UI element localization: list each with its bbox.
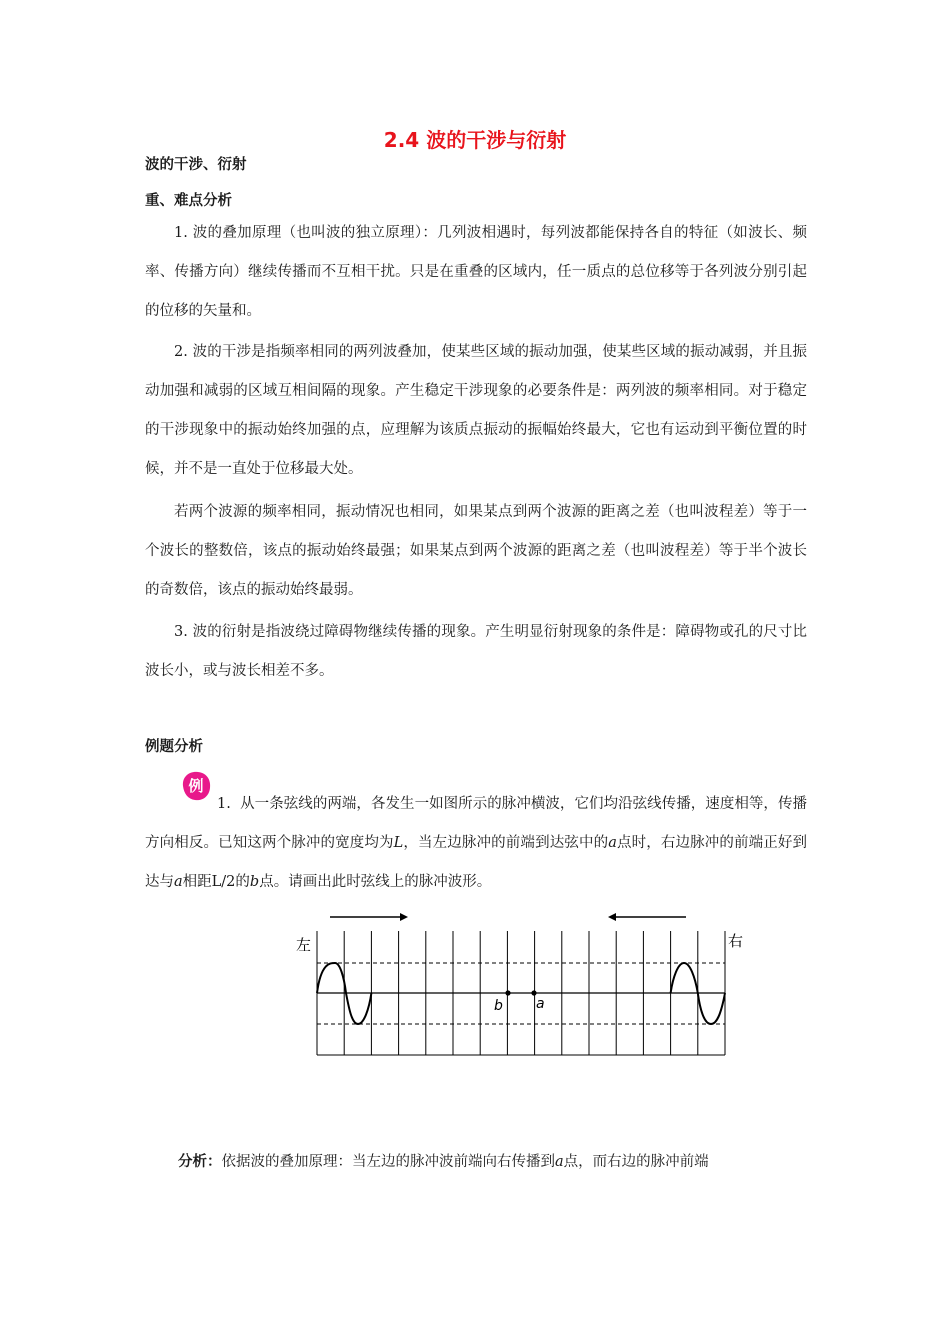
point-3: 3. 波的衍射是指波绕过障碍物继续传播的现象。产生明显衍射现象的条件是：障碍物或孔的尺寸比波长小，或与波长相差不多。	[145, 624, 807, 679]
point-1: 1. 波的叠加原理（也叫波的独立原理）：几列波相遇时，每列波都能保持各自的特征（如波长、频率、传播方向）继续传播而不互相干扰。只是在重叠的区域内，任一质点的总位移等于各列波分别引起的位移的矢量和。	[145, 225, 807, 319]
analysis-text: 分析：依据波的叠加原理：当左边的脉冲波前端向右传播到a点，而右边的脉冲前端	[178, 1154, 709, 1170]
point-b-marker	[505, 990, 510, 995]
example-number: 1.	[217, 796, 231, 812]
example-badge-text: 例	[188, 777, 204, 795]
key-points-heading: 重、难点分析	[145, 193, 232, 209]
point-2-continued: 若两个波源的频率相同，振动情况也相同，如果某点到两个波源的距离之差（也叫波程差）等于一个波长的整数倍，该点的振动始终最强；如果某点到两个波源的距离之差（也叫波程差）等于半个波长的奇数倍，该点的振动始终最弱。	[145, 504, 807, 598]
pulse-wave-figure	[292, 905, 752, 1065]
section-heading: 波的干涉、衍射	[145, 157, 247, 173]
example-1-text: 1. 从一条弦线的两端，各发生一如图所示的脉冲横波，它们均沿弦线传播，速度相等，传播方向相反。已知这两个脉冲的宽度均为L，当左边脉冲的前端到达弦中的a点时，右边脉冲的前端正好到达与a相距L/2的b点。请画出此时弦线上的脉冲波形。	[145, 796, 808, 890]
point-2: 2. 波的干涉是指频率相同的两列波叠加，使某些区域的振动加强，使某些区域的振动减弱，并且振动加强和减弱的区域互相间隔的现象。产生稳定干涉现象的必要条件是：两列波的频率相同。对于稳定的干涉现象中的振动始终加强的点，应理解为该质点振动的振幅始终最大，它也有运动到平衡位置的时候，并不是一直处于位移最大处。	[145, 344, 807, 477]
label-b: b	[494, 998, 503, 1014]
analysis-label: 分析：	[178, 1154, 222, 1170]
point-a-marker	[531, 990, 536, 995]
left-pulse-arrowhead-icon	[400, 913, 408, 921]
label-right: 右	[728, 932, 744, 950]
page-title: 2.4 波的干涉与衍射	[383, 128, 567, 152]
examples-heading: 例题分析	[145, 739, 203, 755]
right-pulse-arrowhead-icon	[608, 913, 616, 921]
label-a: a	[536, 996, 545, 1012]
label-left: 左	[296, 936, 312, 954]
